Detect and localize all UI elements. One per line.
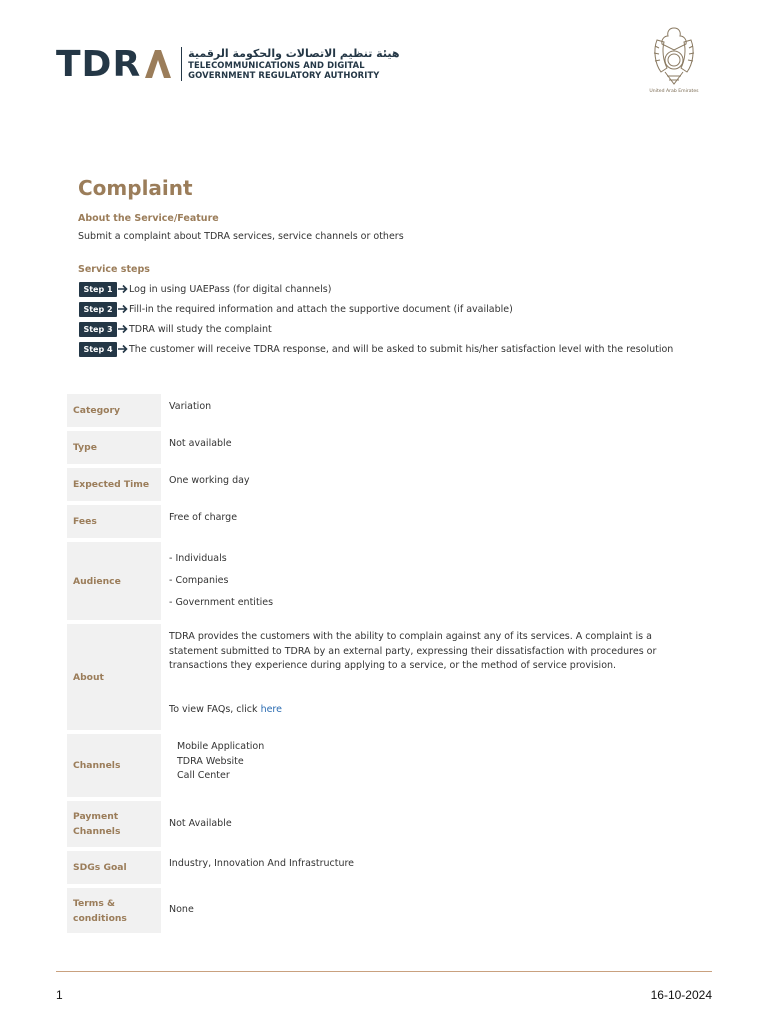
page-title: Complaint <box>78 176 193 200</box>
step-badge: Step 2 <box>79 302 117 317</box>
type-label: Type <box>67 431 161 464</box>
table-row-expected-time <box>67 468 707 501</box>
tdra-logo <box>56 44 399 84</box>
channels-value <box>163 734 707 797</box>
step-badge: Step 4 <box>79 342 117 357</box>
audience-item: - Government entities <box>169 597 274 608</box>
step-text: Fill-in the required information and attach the supportive document (if available) <box>129 303 513 315</box>
table-row-about <box>67 624 707 730</box>
table-row-terms <box>67 888 707 933</box>
step-text: Log in using UAEPass (for digital channels) <box>129 283 332 295</box>
fees-label: Fees <box>67 505 161 538</box>
step-text: TDRA will study the complaint <box>129 323 272 335</box>
service-step <box>79 301 673 317</box>
table-row-audience <box>67 542 707 620</box>
faq-prefix: To view FAQs, click <box>169 703 261 715</box>
service-step <box>79 321 673 337</box>
service-steps-list <box>79 281 673 361</box>
sdgs-goal-label: SDGs Goal <box>67 851 161 884</box>
payment-channels-label-line-2: Channels <box>73 826 121 837</box>
expected-time-label: Expected Time <box>67 468 161 501</box>
logo-text-block <box>188 46 400 80</box>
tdra-logo-wordmark <box>56 44 173 85</box>
step-badge: Step 1 <box>79 282 117 297</box>
service-step <box>79 281 673 297</box>
channels-label: Channels <box>67 734 161 797</box>
about-service-text: Submit a complaint about TDRA services, service channels or others <box>78 231 404 242</box>
service-step <box>79 341 673 357</box>
logo-word-text: TDR <box>56 43 142 85</box>
payment-channels-value: Not Available <box>169 817 232 829</box>
arrow-right-icon <box>117 342 129 357</box>
terms-value: None <box>169 904 194 916</box>
sdgs-goal-value: Industry, Innovation And Infrastructure <box>169 858 355 869</box>
audience-item: - Individuals <box>169 553 227 564</box>
page-header <box>0 0 768 110</box>
logo-english-line-1: TELECOMMUNICATIONS AND DIGITAL <box>188 59 365 70</box>
step-text: The customer will receive TDRA response, and will be asked to submit his/her satisfaction level with the resolution <box>129 343 674 355</box>
table-row-type <box>67 431 707 464</box>
terms-label-line-2: conditions <box>73 912 127 924</box>
type-value: Not available <box>169 438 232 449</box>
table-row-fees <box>67 505 707 538</box>
faq-link[interactable]: here <box>260 703 282 715</box>
channel-item: Call Center <box>177 770 230 781</box>
table-row-sdgs-goal <box>67 851 707 884</box>
fees-value: Free of charge <box>169 512 238 523</box>
table-row-category <box>67 394 707 427</box>
page-number: 1 <box>56 988 63 1002</box>
category-label: Category <box>67 394 161 427</box>
audience-value <box>163 542 707 620</box>
terms-label-line-1: Terms & <box>73 897 116 909</box>
logo-arabic-name: هيئة تنظيم الاتصالات والحكومة الرقمية <box>188 46 400 60</box>
faq-line <box>169 703 701 718</box>
arrow-right-icon <box>117 322 129 337</box>
audience-item: - Companies <box>169 575 229 586</box>
step-badge: Step 3 <box>79 322 117 337</box>
table-row-payment-channels <box>67 801 707 847</box>
terms-label <box>67 888 161 933</box>
emblem-caption: United Arab Emirates <box>649 89 699 94</box>
arrow-right-icon <box>117 282 129 297</box>
payment-channels-label <box>67 801 161 847</box>
logo-english-line-2: GOVERNMENT REGULATORY AUTHORITY <box>188 69 380 80</box>
footer-divider <box>56 971 712 972</box>
about-label: About <box>67 624 161 730</box>
logo-divider <box>181 47 182 81</box>
about-value <box>163 624 707 730</box>
service-info-table <box>67 394 707 937</box>
table-row-channels <box>67 734 707 797</box>
about-paragraph: TDRA provides the customers with the ability to complain against any of its services. A complaint is a statement submitted to TDRA by an external party, expressing their dissatisfaction with procedures or transactions they experience during applying to a service, or the method of service provision. <box>169 631 657 671</box>
service-steps-heading: Service steps <box>78 264 150 275</box>
channel-item: Mobile Application <box>177 741 265 752</box>
expected-time-value: One working day <box>169 475 250 486</box>
category-value: Variation <box>169 401 212 412</box>
payment-channels-label-line-1: Payment <box>73 811 119 822</box>
logo-a-shape-icon <box>143 48 173 80</box>
uae-falcon-emblem-icon <box>649 24 699 88</box>
audience-label: Audience <box>67 542 161 620</box>
uae-emblem <box>646 24 702 98</box>
arrow-right-icon <box>117 302 129 317</box>
about-service-heading: About the Service/Feature <box>78 213 219 224</box>
channel-item: TDRA Website <box>177 755 244 767</box>
page-date: 16-10-2024 <box>650 988 712 1002</box>
